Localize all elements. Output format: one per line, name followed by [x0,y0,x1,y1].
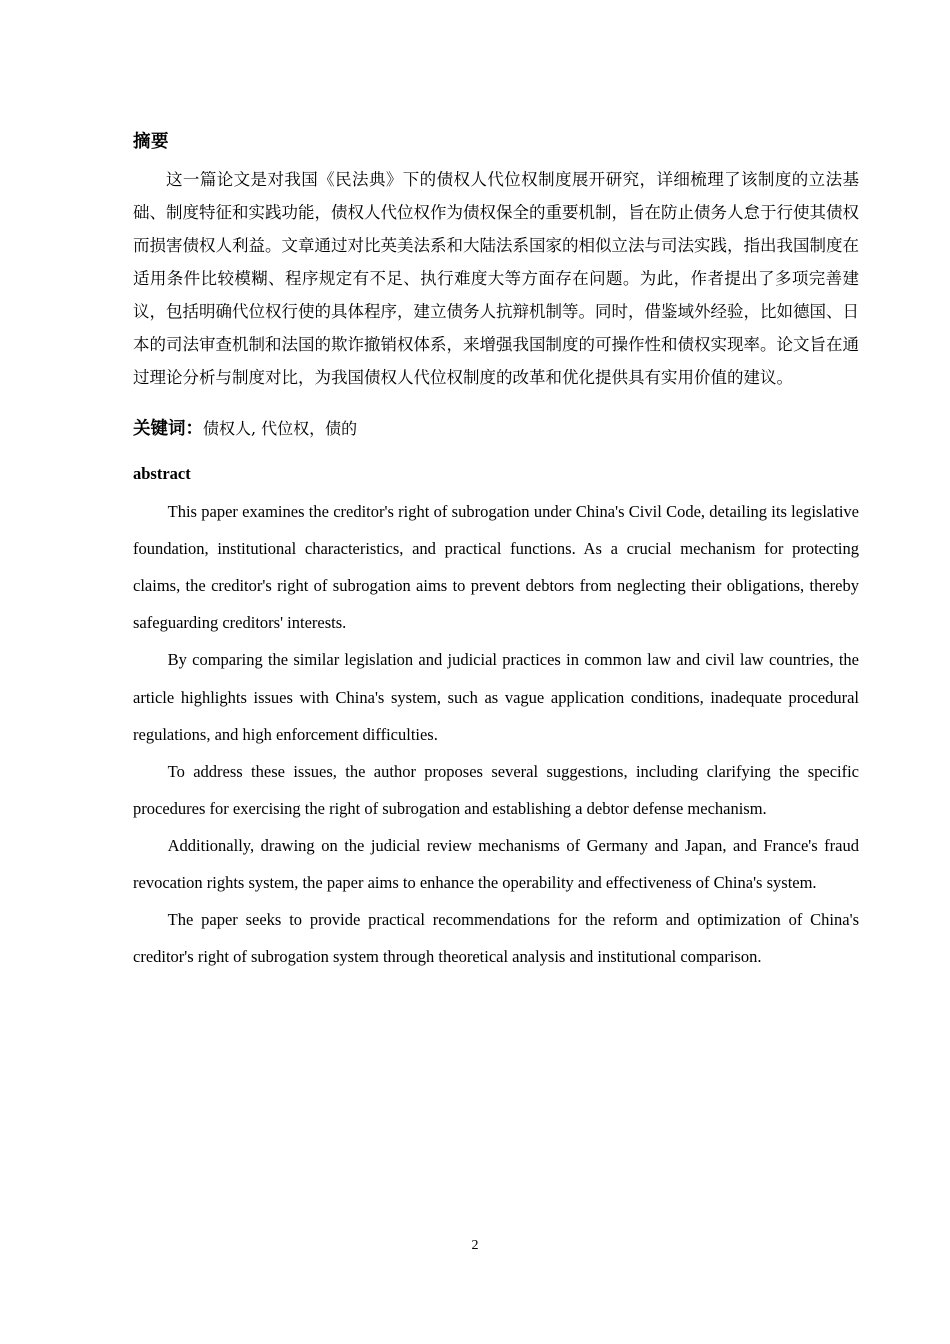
abstract-en-paragraph-4: Additionally, drawing on the judicial review mechanisms of Germany and Japan, and France's fraud revocation rights system, the paper aims to enhance the operability and effectiveness of China's system. [133,836,859,893]
page-content [133,130,859,976]
keywords-cn [133,412,859,447]
abstract-cn-body: 这一篇论文是对我国《民法典》下的债权人代位权制度展开研究，详细梳理了该制度的立法基础、制度特征和实践功能，债权人代位权作为债权保全的重要机制，旨在防止债务人怠于行使其债权而损害债权人利益。文章通过对比英美法系和大陆法系国家的相似立法与司法实践，指出我国制度在适用条件比较模糊、程序规定有不足、执行难度大等方面存在问题。为此，作者提出了多项完善建议，包括明确代位权行使的具体程序，建立债务人抗辩机制等。同时，借鉴域外经验，比如德国、日本的司法审查机制和法国的欺诈撤销权体系，来增强我国制度的可操作性和债权实现率。论文旨在通过理论分析与制度对比，为我国债权人代位权制度的改革和优化提供具有实用价值的建议。 [133,169,859,387]
keywords-cn-value: 债权人, 代位权，债的 [203,418,358,438]
abstract-en-paragraph-2: By comparing the similar legislation and judicial practices in common law and civil law countries, the article highlights issues with China's system, such as vague application conditions, inadequate procedural regulations, and high enforcement difficulties. [133,650,859,744]
abstract-cn-heading: 摘要 [133,132,169,152]
abstract-en-paragraph-5: The paper seeks to provide practical recommendations for the reform and optimization of China's creditor's right of subrogation system through theoretical analysis and institutional comparison. [133,910,859,967]
abstract-en-paragraph-1: This paper examines the creditor's right of subrogation under China's Civil Code, detailing its legislative foundation, institutional characteristics, and practical functions. As a crucial mechanism for protecting claims, the creditor's right of subrogation aims to prevent debtors from neglecting their obligations, thereby safeguarding creditors' interests. [133,501,859,633]
abstract-en-paragraph-3: To address these issues, the author proposes several suggestions, including clarifying the specific procedures for exercising the right of subrogation and establishing a debtor defense mechanism. [133,761,859,818]
page-number: 2 [471,1238,479,1253]
keywords-cn-label: 关键词： [133,418,203,439]
abstract-en-heading: abstract [133,463,191,483]
